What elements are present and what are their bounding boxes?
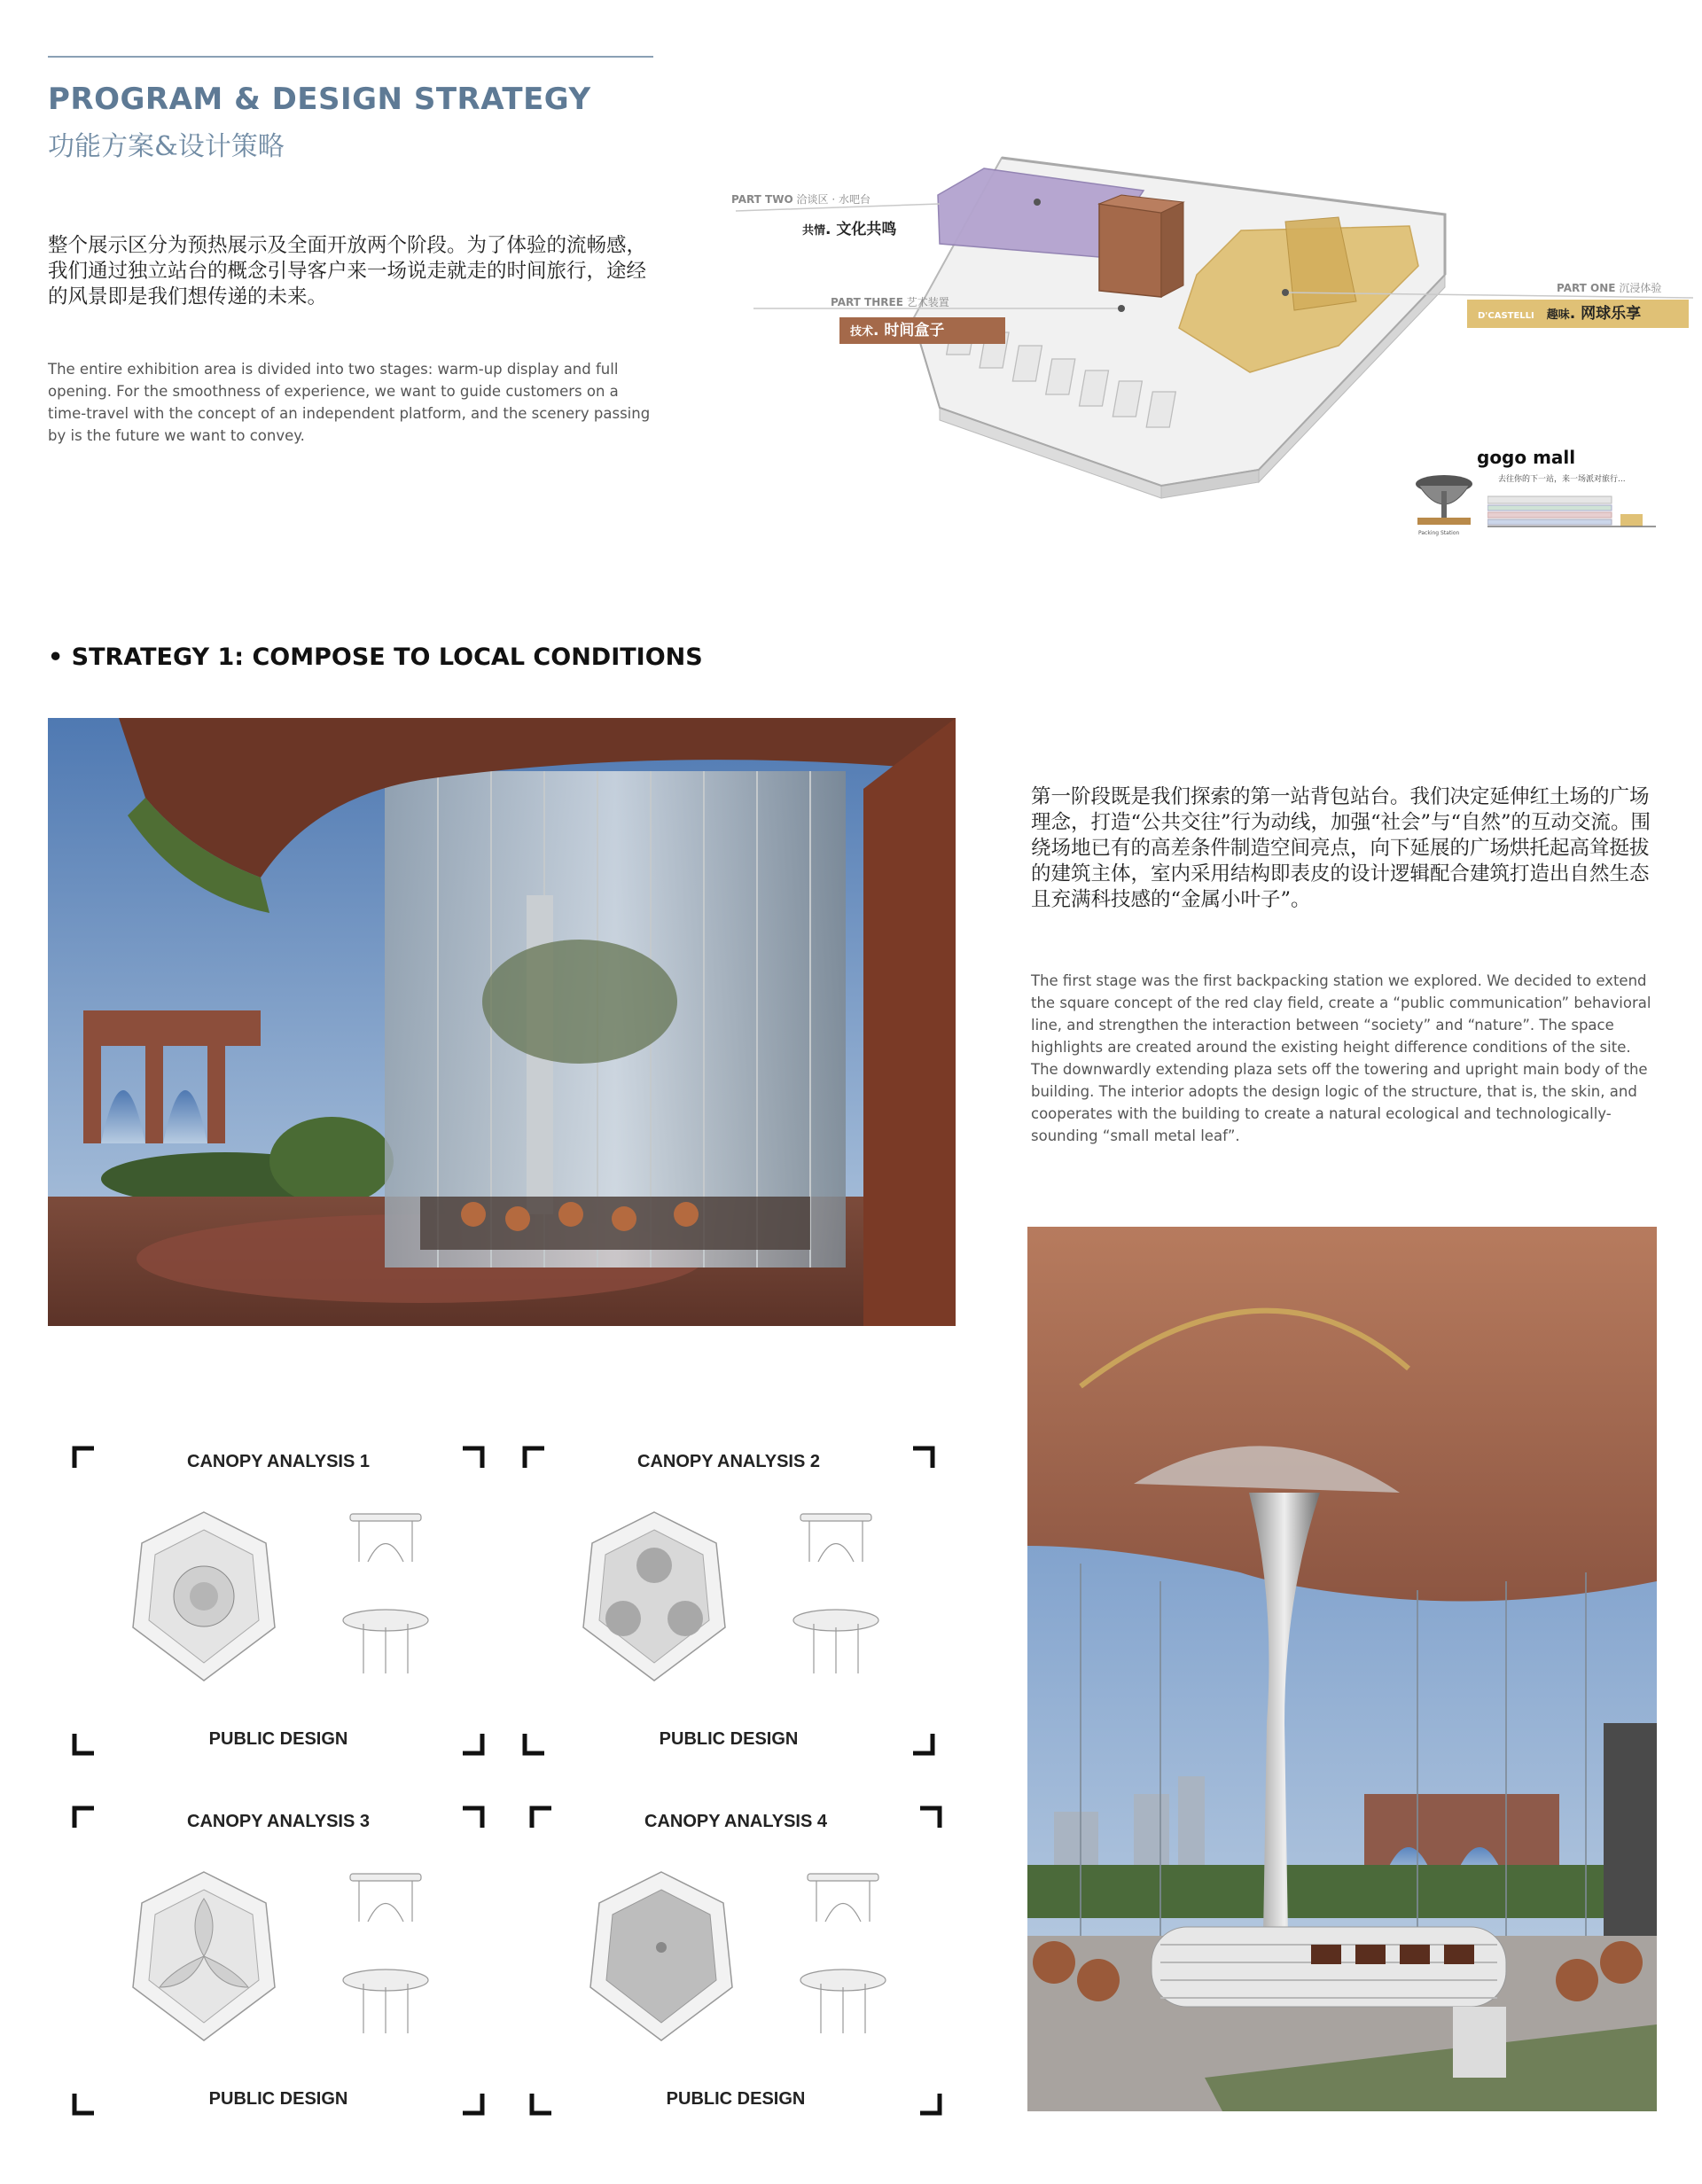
canopy-diagram — [564, 1863, 927, 2067]
canopy-diagram — [106, 1863, 470, 2067]
strategy-text-en: The first stage was the first backpacking station we explored. We decided to extend the square concept of the red clay field, create a “public communication” behavioral line, and strengthen the interaction between “society” and “nature”. The space highlights are created around the existing height difference conditions of the site. The downwardly extending plaza sets off the towering and upright main body of the building. The interior adopts the design logic of the structure, that is, the skin, and cooperates with the building to create a natural ecological and technologically-sounding “small metal leaf”. — [1031, 972, 1651, 1144]
station-caption: Packing Station — [1418, 530, 1460, 536]
canopy-title: CANOPY ANALYSIS 2 — [637, 1452, 820, 1471]
page-title: PROGRAM & DESIGN STRATEGY — [48, 82, 591, 117]
part-three-subtitle: 艺术装置 — [906, 296, 949, 308]
canopy-title: CANOPY ANALYSIS 3 — [187, 1812, 370, 1831]
part-one-tag — [1467, 300, 1689, 328]
canopy-panel-4 — [528, 1805, 943, 2117]
mall-slogan: 去往你的下一站，来一场派对旅行... — [1498, 475, 1626, 484]
canopy-panel-1 — [71, 1445, 486, 1757]
part-three-tag-a: 技术 — [850, 325, 874, 339]
part-one-brand: D'CASTELLI — [1478, 311, 1534, 321]
part-three-code: PART THREE — [831, 296, 903, 308]
mall-elevation-icon — [1487, 488, 1687, 532]
canopy-panel-3 — [71, 1805, 486, 2117]
part-two-code: PART TWO — [731, 193, 793, 206]
canopy-title: CANOPY ANALYSIS 4 — [644, 1812, 827, 1831]
canopy-diagram — [106, 1503, 470, 1707]
packing-station-icon — [1412, 472, 1476, 534]
part-three-label — [831, 294, 949, 309]
header-rule — [48, 56, 653, 58]
part-two-tag-b: . 文化共鸣 — [825, 221, 897, 238]
strategy-text-zh: 第一阶段既是我们探索的第一站背包站台。我们决定延伸红土场的广场理念，打造“公共交往”行为动线，加强“社会”与“自然”的互动交流。围绕场地已有的高差条件制造空间亮点，向下延展的广场烘托起高耸挺拔的建筑主体，室内采用结构即表皮的设计逻辑配合建筑打造出自然生态且充满科技感的“金属小叶子”。 — [1031, 785, 1651, 911]
canopy-footer: PUBLIC DESIGN — [208, 2089, 348, 2109]
part-one-tag-a: 趣味 — [1546, 308, 1570, 322]
interior-photo — [1027, 1227, 1657, 2111]
part-one-subtitle: 沉浸体验 — [1619, 282, 1662, 294]
page-subtitle: 功能方案&设计策略 — [48, 131, 285, 162]
part-two-subtitle: 洽谈区 · 水吧台 — [796, 193, 871, 206]
canopy-diagram — [557, 1503, 920, 1707]
part-two-label — [731, 191, 871, 207]
part-one-tag-b: . 网球乐享 — [1569, 305, 1642, 323]
part-two-tag-a: 共情 — [802, 224, 826, 238]
part-three-tag — [839, 317, 1005, 344]
canopy-footer: PUBLIC DESIGN — [208, 1729, 348, 1749]
part-three-tag-b: . 时间盒子 — [873, 322, 945, 339]
strategy-heading: • STRATEGY 1: COMPOSE TO LOCAL CONDITIONS — [48, 644, 703, 671]
canopy-title: CANOPY ANALYSIS 1 — [187, 1452, 370, 1471]
canopy-panel-2 — [521, 1445, 936, 1757]
intro-text-en: The entire exhibition area is divided into two stages: warm-up display and full opening. For the smoothness of experience, we want to guide customers on a time-travel with the concept of an independent platform, and the scenery passing by is the future we want to convey. — [48, 361, 651, 444]
part-one-label — [1557, 280, 1661, 295]
axonometric-plan — [718, 142, 1702, 550]
exterior-photo-drawing — [48, 718, 956, 1326]
part-two-tag — [802, 216, 896, 238]
mall-name: gogo mall — [1477, 447, 1576, 468]
canopy-footer: PUBLIC DESIGN — [659, 1729, 799, 1749]
intro-text-zh: 整个展示区分为预热展示及全面开放两个阶段。为了体验的流畅感，我们通过独立站台的概念引导客户来一场说走就走的时间旅行，途经的风景即是我们想传递的未来。 — [48, 234, 647, 308]
exterior-photo — [48, 718, 956, 1326]
interior-photo-drawing — [1027, 1227, 1657, 2111]
part-one-code: PART ONE — [1557, 282, 1616, 294]
canopy-footer: PUBLIC DESIGN — [666, 2089, 806, 2109]
